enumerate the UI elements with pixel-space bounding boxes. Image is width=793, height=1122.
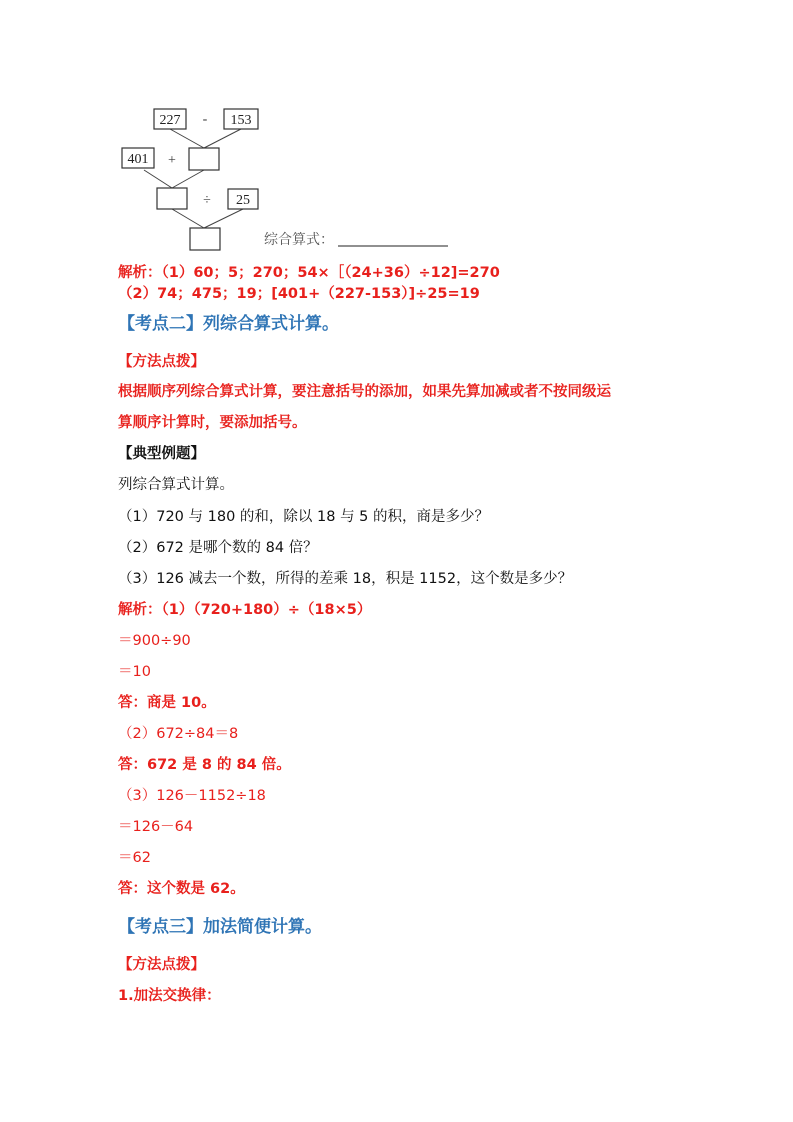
section3-item-1: 1.加法交换律： [118,988,221,1004]
combined-formula-caption: 综合算式： [264,232,334,248]
section2-example-label: 【典型例题】 [118,446,205,462]
solution-line-8: ＝126－64 [118,819,194,835]
box-sum-blank [189,148,219,170]
solution-line-2: ＝900÷90 [118,633,191,649]
solution-line-6: 答：672 是 8 的 84 倍。 [118,757,291,773]
solution-line-9: ＝62 [118,850,151,866]
calculation-tree-diagram [118,100,458,260]
box-227-label: 227 [159,113,181,128]
section2-method-line-1: 根据顺序列综合算式计算，要注意括号的添加，如果先算加减或者不按同级运 [118,384,611,400]
question-3: （3）126 减去一个数，所得的差乘 18，积是 1152，这个数是多少？ [118,571,573,587]
section2-intro: 列综合算式计算。 [118,477,234,493]
minus-operator: - [202,112,208,127]
solution-line-1: 解析：（1）（720+180）÷（18×5） [118,602,372,618]
box-25-label: 25 [236,193,250,208]
question-2: （2）672 是哪个数的 84 倍？ [118,540,318,556]
divide-operator: ÷ [203,193,211,208]
section3-method-label: 【方法点拨】 [118,957,205,973]
solution-line-10: 答：这个数是 62。 [118,881,245,897]
box-401-label: 401 [127,152,149,167]
solution-line-3: ＝10 [118,664,151,680]
solution-line-4: 答：商是 10。 [118,695,216,711]
section2-method-label: 【方法点拨】 [118,354,205,370]
question-1: （1）720 与 180 的和，除以 18 与 5 的积，商是多少？ [118,509,490,525]
box-result-blank [190,228,220,250]
section2-heading: 【考点二】列综合算式计算。 [118,314,339,334]
section3-heading: 【考点三】加法简便计算。 [118,917,322,937]
section2-method-line-2: 算顺序计算时，要添加括号。 [118,415,307,431]
plus-operator: + [168,153,176,168]
box-153-label: 153 [230,113,252,128]
box-product-blank [157,188,187,209]
answer-line-1: 解析：（1）60；5；270；54×［（24+36）÷12]=270 [118,265,500,281]
solution-line-5: （2）672÷84＝8 [118,726,239,742]
solution-line-7: （3）126－1152÷18 [118,788,266,804]
answer-line-2: （2）74；475；19；[401+（227-153）]÷25=19 [118,286,480,302]
